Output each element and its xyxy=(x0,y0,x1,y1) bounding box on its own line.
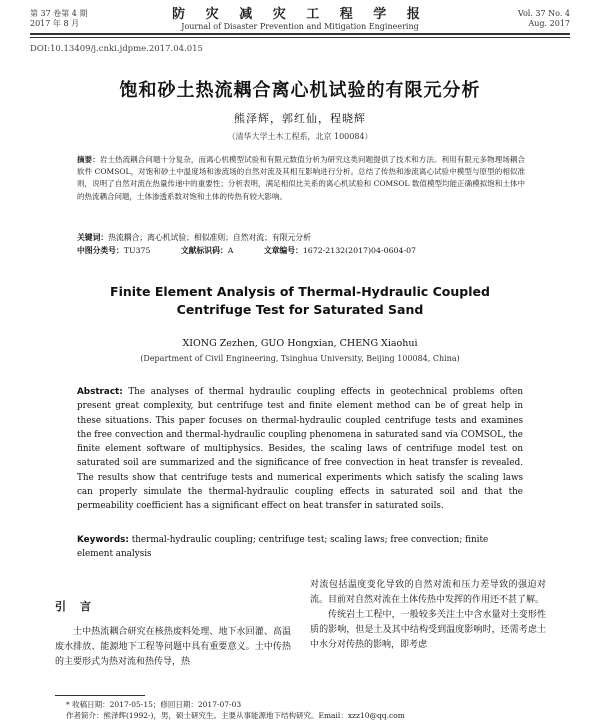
intro-paragraph-2: 传统岩土工程中，一般较多关注土中含水量对土变形性质的影响，但是土及其中结构受到温度影响时，还需考虑土中水分对传热的影响，即考虑 xyxy=(310,610,546,650)
journal-name-cn: 防 灾 减 灾 工 程 学 报 xyxy=(172,7,428,22)
keywords-en-text: thermal-hydraulic coupling; centrifuge test; scaling laws; free convection; finite element analysis xyxy=(77,535,489,559)
section-heading-intro: 引言 xyxy=(55,600,105,613)
header-rule xyxy=(30,33,570,35)
journal-name xyxy=(150,7,450,32)
classification-row xyxy=(77,245,537,256)
abstract-en-text: The analyses of thermal hydraulic coupling effects in geotechnical problems often present great complexity, but centrifuge test and finite element method can be of great help in these situations. This paper focuses on thermal-hydraulic coupled centrifuge tests and examines the free convection and thermal-hydraulic coupling phenomena in saturated sand via COMSOL, the finite element software of multiphysics. Besides, the scaling laws of centrifuge model test on saturated soil are summarized and the significance of free convection in heat transfer is revealed. The results show that centrifuge tests and numerical experiments which satisfy the scaling laws can properly simulate the thermal-hydraulic coupling effects in saturated soil and that the permeability coefficient has a significant effect on heat transfer in saturated soils. xyxy=(77,387,524,512)
article-number: 文章编号：1672-2132(2017)04-0604-07 xyxy=(263,246,417,255)
authors-cn: 熊泽辉，郭红仙，程晓辉 xyxy=(234,112,366,125)
date-en: Aug. 2017 xyxy=(528,19,570,28)
doi: DOI:10.13409/j.cnki.jdpme.2017.04.015 xyxy=(30,44,203,54)
abstract-cn-label: 摘要： xyxy=(77,155,100,164)
intro-paragraph-1: 土中热流耦合研究在核热废料处理、地下水回灌、高温废水排放、能源地下工程等问题中具有重要意义。土中传热的主要形式为热对流和热传导，热 xyxy=(55,627,291,667)
document-code: 文献标识码：A xyxy=(180,246,234,255)
footnote xyxy=(66,699,405,721)
body-column-left xyxy=(55,625,291,670)
abstract-en xyxy=(77,385,523,514)
footnote-author: 作者简介：熊泽辉(1992-)，男，硕士研究生。主要从事能源地下结构研究。Email：xzz10@qq.com xyxy=(66,711,405,720)
keywords-cn xyxy=(77,232,525,243)
intro-paragraph-1-cont: 对流包括温度变化导致的自然对流和压力差导致的强迫对流。目前对自然对流在土体传热中发挥的作用还不甚了解。 xyxy=(310,580,546,605)
body-column-right xyxy=(310,578,546,653)
journal-name-en: Journal of Disaster Prevention and Mitigation Engineering xyxy=(181,22,419,31)
paper-title-en: Finite Element Analysis of Thermal-Hydraulic Coupled Centrifuge Test for Saturated Sand xyxy=(110,284,490,317)
authors-en: XIONG Zezhen, GUO Hongxian, CHENG Xiaohui xyxy=(182,338,418,349)
header-volume-en xyxy=(518,9,570,29)
keywords-en-label: Keywords: xyxy=(77,535,129,545)
abstract-en-label: Abstract: xyxy=(77,387,123,397)
clc-number: 中图分类号：TU375 xyxy=(77,246,151,255)
header-rule-thin xyxy=(30,37,570,38)
footnote-rule xyxy=(55,695,145,696)
date-cn: 2017 年 8 月 xyxy=(30,19,80,28)
keywords-cn-label: 关键词： xyxy=(77,233,109,242)
abstract-cn xyxy=(77,154,525,203)
affiliation-cn: （清华大学土木工程系，北京 100084） xyxy=(227,132,373,141)
footnote-received: * 收稿日期：2017-05-15；修回日期：2017-07-03 xyxy=(66,700,242,709)
volume-cn: 第 37 卷第 4 期 xyxy=(30,9,88,18)
header-volume-cn xyxy=(30,9,87,29)
volume-en: Vol. 37 No. 4 xyxy=(517,9,570,18)
keywords-cn-text: 热流耦合；离心机试验；相似准则；自然对流；有限元分析 xyxy=(108,233,311,242)
keywords-en xyxy=(77,533,523,561)
affiliation-en: (Department of Civil Engineering, Tsinghua University, Beijing 100084, China) xyxy=(140,354,460,363)
paper-title-cn: 饱和砂土热流耦合离心机试验的有限元分析 xyxy=(119,80,481,101)
abstract-cn-text: 岩土热流耦合问题十分复杂，而离心机模型试验和有限元数值分析为研究这类问题提供了技术和方法。利用有限元多物理场耦合软件 COMSOL，对饱和砂土中温度场和渗流场的自然对流及其相互影响进行分析。总结了传热和渗流离心试验中模型与原型的相似准则，说明了自然对流在热量传递中的重要性；分析表明，满足相似比关系的离心机试验和 COMSOL 数值模型均能正确模拟饱和土体中的热流耦合问题，土体渗透系数对饱和土体的传热有较大影响。 xyxy=(77,155,526,201)
